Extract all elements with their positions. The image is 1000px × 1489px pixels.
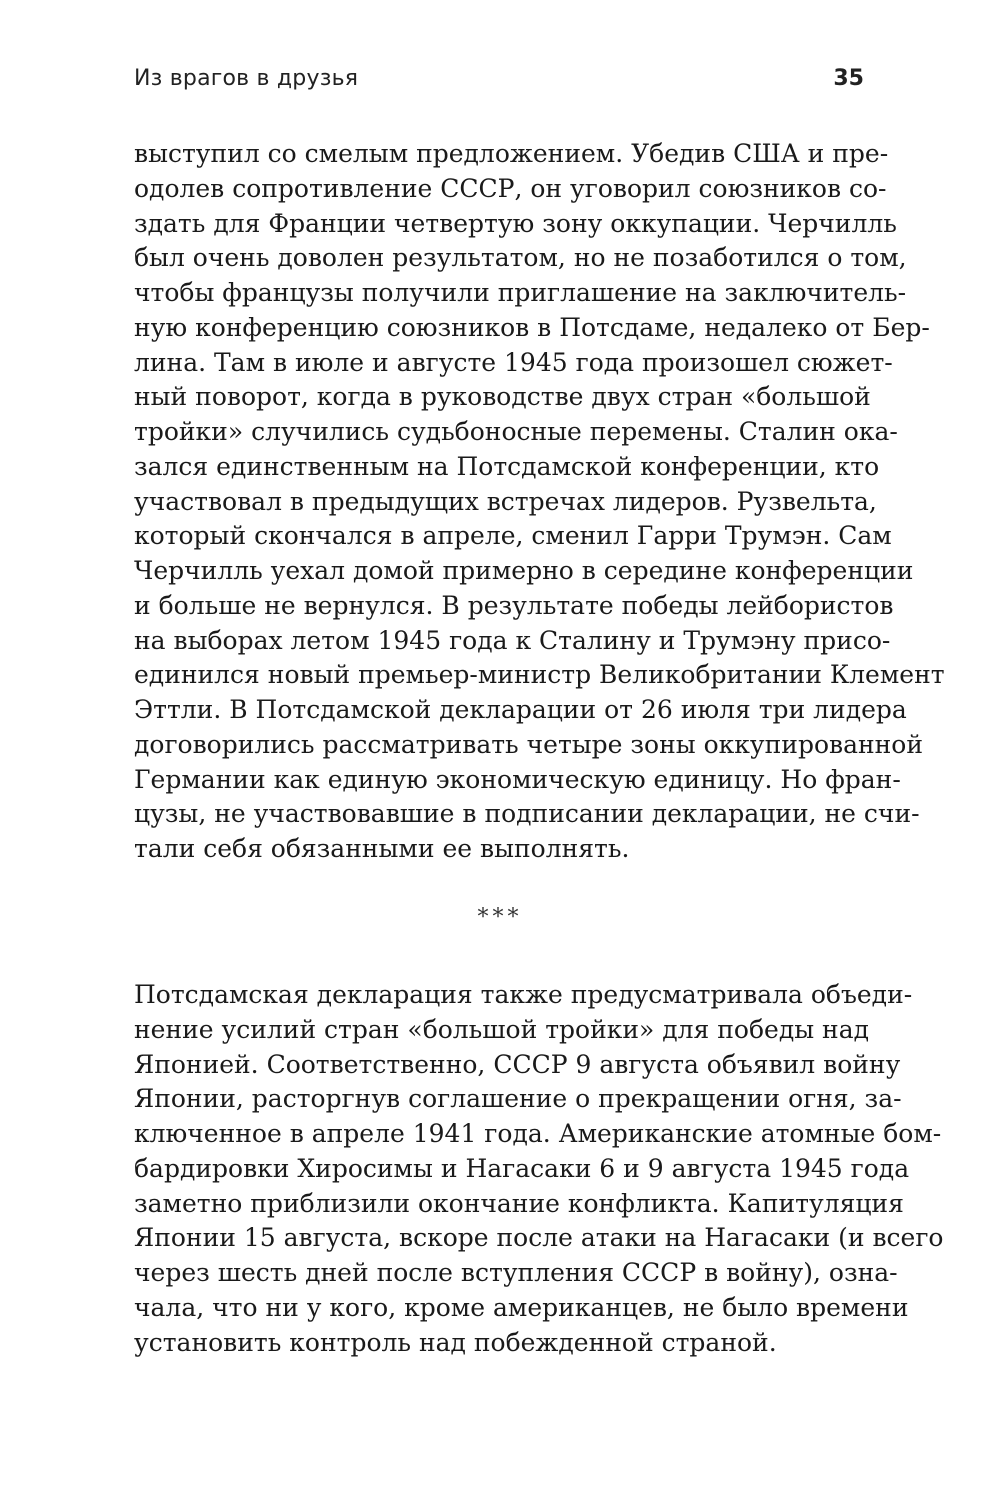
text-line: Эттли. В Потсдамской декларации от 26 июля три лидера [134, 695, 907, 724]
text-line: через шесть дней после вступления СССР в войну), озна- [134, 1258, 898, 1287]
text-line: ключенное в апреле 1941 года. Американские атомные бом- [134, 1119, 942, 1148]
text-line: Потсдамская декларация также предусматривала объеди- [134, 980, 913, 1009]
section-separator: *** [477, 905, 523, 930]
text-line: цузы, не участвовавшие в подписании декларации, не счи- [134, 799, 920, 829]
text-line: был очень доволен результатом, но не позаботился о том, [134, 243, 907, 273]
text-line: участвовал в предыдущих встречах лидеров. Рузвельта, [134, 486, 877, 516]
paragraph-1 [134, 137, 945, 867]
page-number: 35 [833, 66, 864, 91]
text-line: который скончался в апреле, сменил Гарри Трумэн. Сам [134, 521, 892, 551]
text-line: нение усилий стран «большой тройки» для победы над [134, 1014, 870, 1044]
text-line: лина. Там в июле и августе 1945 года произошел сюжет- [134, 347, 893, 377]
text-line: установить контроль над побежденной страной. [134, 1327, 777, 1357]
text-line: Японии 15 августа, вскоре после атаки на Нагасаки (и всего [134, 1223, 944, 1253]
text-line: договорились рассматривать четыре зоны оккупированной [134, 729, 924, 759]
text-line: заметно приблизили окончание конфликта. Капитуляция [134, 1188, 904, 1218]
text-line: зался единственным на Потсдамской конференции, кто [134, 451, 880, 481]
text-line: Японии, расторгнув соглашение о прекращении огня, за- [134, 1084, 902, 1114]
text-line: ный поворот, когда в руководстве двух стран «большой [134, 382, 871, 412]
text-line: тройки» случились судьбоносные перемены. Сталин ока- [134, 417, 898, 446]
text-line: Японией. Соответственно, СССР 9 августа объявил войну [134, 1049, 901, 1079]
text-line: единился новый премьер-министр Великобритании Клемент [134, 660, 945, 690]
running-header [134, 66, 864, 106]
text-line: чала, что ни у кого, кроме американцев, не было времени [134, 1292, 909, 1322]
text-line: чтобы французы получили приглашение на заключитель- [134, 278, 907, 307]
text-line: ную конференцию союзников в Потсдаме, недалеко от Бер- [134, 312, 930, 342]
text-line: одолев сопротивление СССР, он уговорил союзников со- [134, 173, 887, 203]
running-title: Из врагов в друзья [134, 66, 359, 91]
text-line: и больше не вернулся. В результате победы лейбористов [134, 590, 894, 620]
paragraph-2 [134, 978, 944, 1360]
text-line: выступил со смелым предложением. Убедив США и пре- [134, 139, 889, 168]
text-line: бардировки Хиросимы и Нагасаки 6 и 9 августа 1945 года [134, 1153, 910, 1183]
text-line: Германии как единую экономическую единицу. Но фран- [134, 764, 901, 794]
text-line: Черчилль уехал домой примерно в середине конференции [134, 556, 914, 585]
text-line: на выборах летом 1945 года к Сталину и Трумэну присо- [134, 625, 891, 655]
text-line: тали себя обязанными ее выполнять. [134, 834, 630, 863]
text-line: здать для Франции четвертую зону оккупации. Черчилль [134, 208, 897, 238]
